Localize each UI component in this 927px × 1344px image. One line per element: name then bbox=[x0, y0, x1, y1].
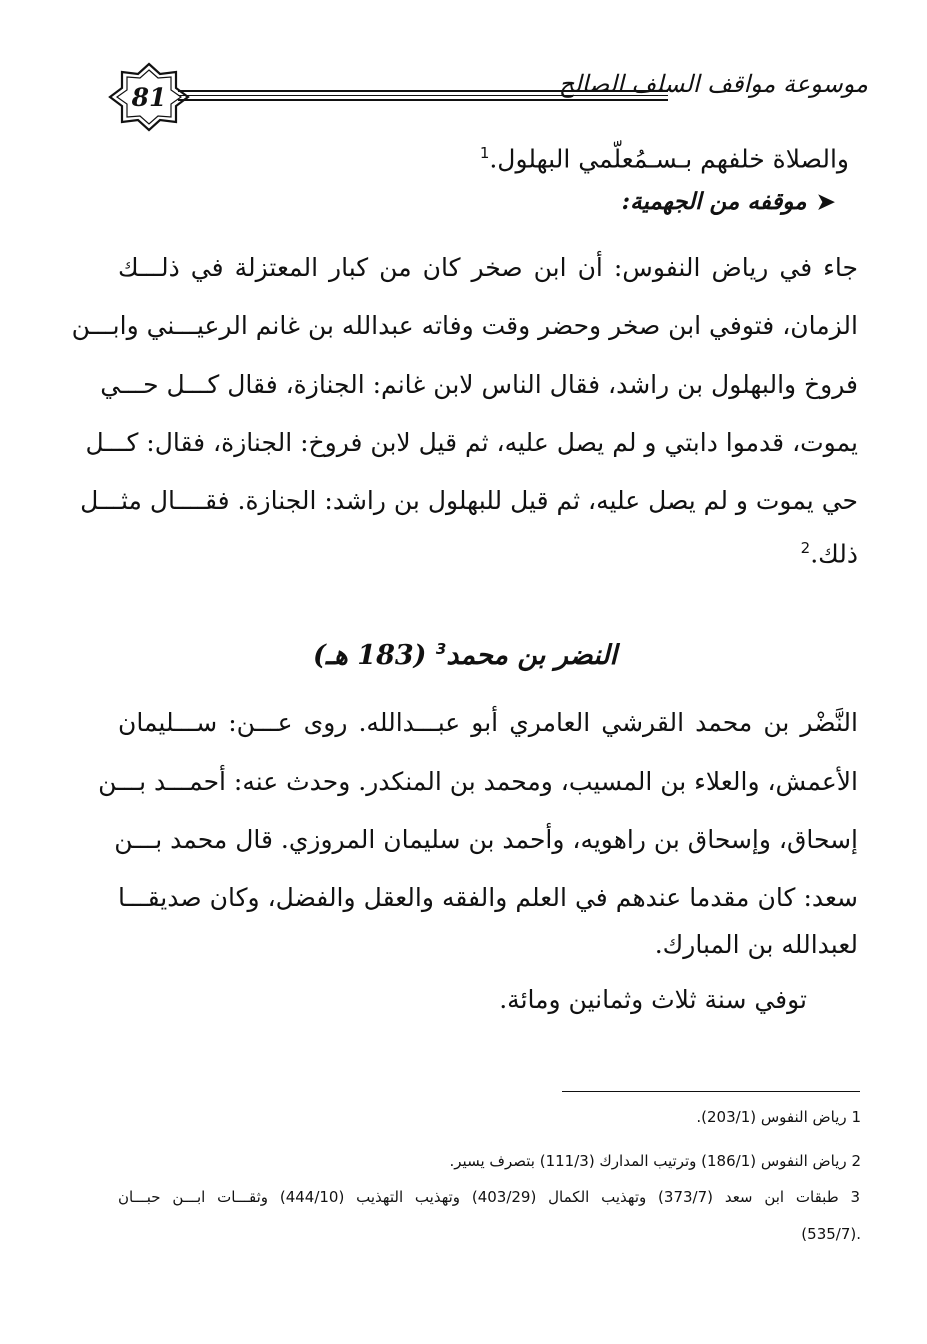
footnote: 3 طبقات ابن سعد (373/7) وتهذيب الكمال (403/29) وتهذيب التهذيب (444/10) وثقـــات ابـــن حبـــان bbox=[118, 1188, 861, 1206]
body-line: حي يموت و لم يصل عليه، ثم قيل للبهلول بن راشد: الجنازة. فقــــال مثـــل bbox=[80, 486, 858, 515]
footnote-ref: 2 bbox=[800, 539, 811, 557]
footnote: (535/7). bbox=[801, 1225, 861, 1243]
body-line: والصلاة خلفهم بـسـمُعلّمي البهلول.$^1$ bbox=[479, 144, 849, 174]
body-line: يموت، قدموا دابتي و لم يصل عليه، ثم قيل لابن فروخ: الجنازة، فقال: كـــل bbox=[85, 428, 858, 457]
body-line: لعبدالله بن المبارك. bbox=[654, 930, 858, 959]
body-line: ذلك.$^2$ bbox=[800, 539, 858, 569]
body-line: توفي سنة ثلاث وثمانين ومائة. bbox=[499, 985, 807, 1014]
page-header bbox=[108, 62, 868, 132]
footnote: 2 رياض النفوس (186/1) وترتيب المدارك (111/3) بتصرف يسير. bbox=[449, 1152, 861, 1170]
footnote-ref: 1 bbox=[479, 144, 490, 162]
footnote-ref: 3 bbox=[435, 640, 447, 658]
body-line: النَّضْر بن محمد القرشي العامري أبو عبـــدالله. روى عـــن: ســـليمان bbox=[118, 708, 858, 737]
body-line: الأعمش، والعلاء بن المسيب، ومحمد بن المنكدر. وحدث عنه: أحمـــد بـــن bbox=[98, 767, 858, 796]
header-rule bbox=[178, 99, 668, 101]
page-number: 81 bbox=[131, 82, 167, 112]
body-line: الزمان، فتوفي ابن صخر وحضر وقت وفاته عبدالله بن غانم الرعيـــني وابـــن bbox=[71, 311, 858, 340]
body-line: إسحاق، وإسحاق بن راهويه، وأحمد بن سليمان المروزي. قال محمد بـــن bbox=[114, 825, 858, 854]
section-title: النضر بن محمد$^3$ (183 هـ) bbox=[312, 640, 618, 671]
body-line: فروخ والبهلول بن راشد، فقال الناس لابن غانم: الجنازة، فقال كـــل حـــي bbox=[100, 370, 858, 399]
body-line: سعد: كان مقدما عندهم في العلم والفقه والعقل والفضل، وكان صديقـــا bbox=[118, 883, 858, 912]
footnote-rule bbox=[562, 1091, 860, 1092]
running-title: موسوعة مواقف السلف الصالح bbox=[558, 70, 868, 98]
subheading: ➤موقفه من الجهمية: bbox=[621, 188, 835, 215]
body-line: جاء في رياض النفوس: أن ابن صخر كان من كبار المعتزلة في ذلـــك bbox=[118, 253, 858, 282]
footnote: 1 رياض النفوس (203/1). bbox=[696, 1108, 861, 1126]
arrow-bullet-icon: ➤ bbox=[816, 189, 835, 215]
